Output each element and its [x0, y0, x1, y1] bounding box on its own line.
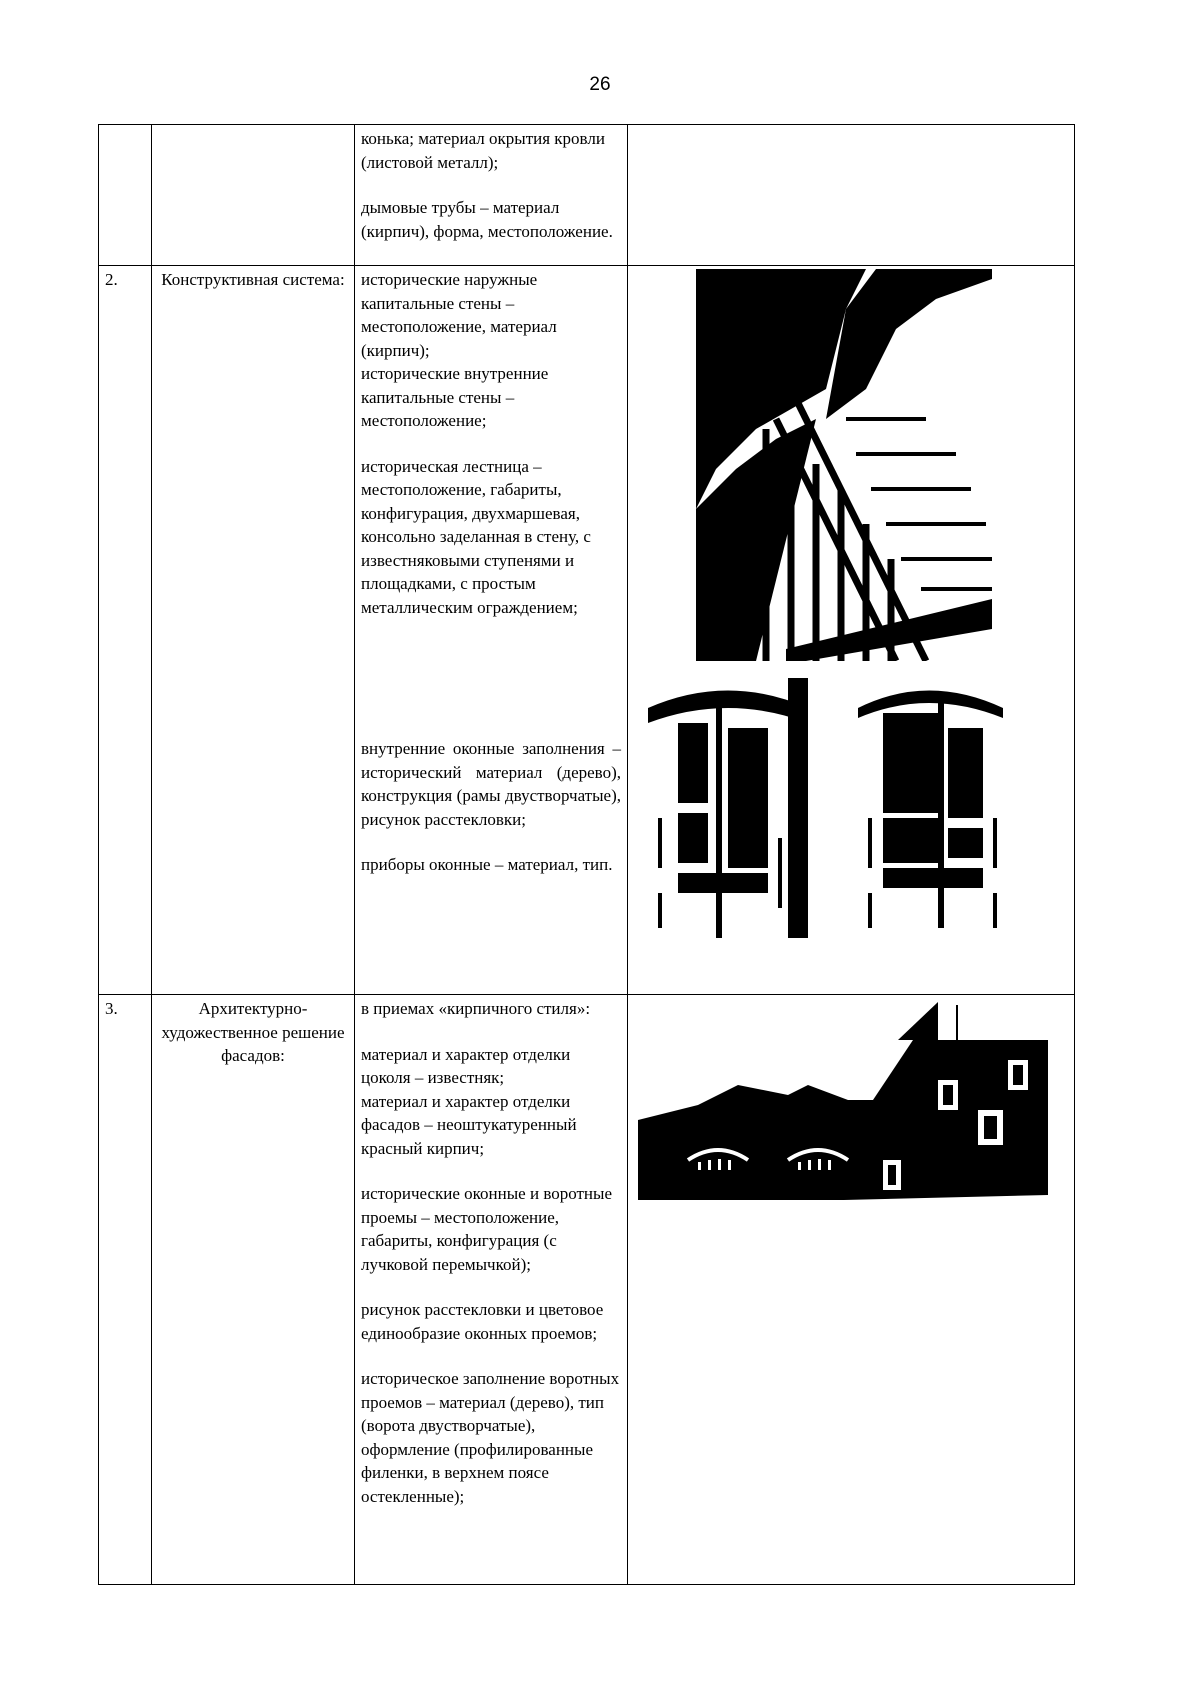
row-description [355, 266, 628, 995]
description-paragraph: дымовые трубы – материал (кирпич), форма, местоположение. [361, 198, 613, 241]
description-paragraph: исторические наружные капитальные стены – местоположение, материал (кирпич); исторические внутренние капитальные стены – местоположение; [361, 270, 557, 430]
description-paragraph: рисунок расстекловки и цветовое единообразие оконных проемов; [361, 1300, 604, 1343]
staircase-photo [696, 269, 992, 661]
page-number: 26 [589, 74, 611, 95]
row-description [355, 995, 628, 1585]
row-number: 3. [99, 995, 152, 1585]
row-name: Архитектурно-художественное решение фасадов: [152, 995, 355, 1585]
table-row [99, 266, 1075, 995]
window-frames-photo [638, 678, 1018, 948]
description-paragraph: в приемах «кирпичного стиля»: [361, 999, 591, 1018]
description-paragraph: внутренние оконные заполнения – исторический материал (дерево), конструкция (рамы двустворчатые), рисунок расстекловки; [361, 739, 621, 829]
description-paragraph: приборы оконные – материал, тип. [361, 855, 613, 874]
description-paragraph: конька; материал окрытия кровли (листовой металл); [361, 129, 605, 172]
building-facade-photo [638, 1000, 1048, 1225]
row-image-cell [628, 995, 1075, 1585]
requirements-table [98, 124, 1075, 1585]
description-paragraph: материал и характер отделки цоколя – известняк; материал и характер отделки фасадов – неоштукатуренный красный кирпич; [361, 1044, 577, 1158]
description-paragraph: исторические оконные и воротные проемы – местоположение, габариты, конфигурация (с лучковой перемычкой); [361, 1184, 612, 1274]
row-image-cell [628, 266, 1075, 995]
description-paragraph: историческое заполнение воротных проемов – материал (дерево), тип (ворота двустворчатые), оформление (профилированные филенки, в верхнем поясе остекленные); [361, 1369, 620, 1506]
table-row [99, 995, 1075, 1585]
row-number [99, 125, 152, 266]
row-image-cell [628, 125, 1075, 266]
row-name: Конструктивная система: [152, 266, 355, 995]
row-name [152, 125, 355, 266]
description-paragraph: историческая лестница – местоположение, габариты, конфигурация, двухмаршевая, консольно заделанная в стену, с известняковыми ступенями и площадками, с простым металлическим ограждением; [361, 456, 591, 617]
row-description [355, 125, 628, 266]
row-number: 2. [99, 266, 152, 995]
table-row [99, 125, 1075, 266]
